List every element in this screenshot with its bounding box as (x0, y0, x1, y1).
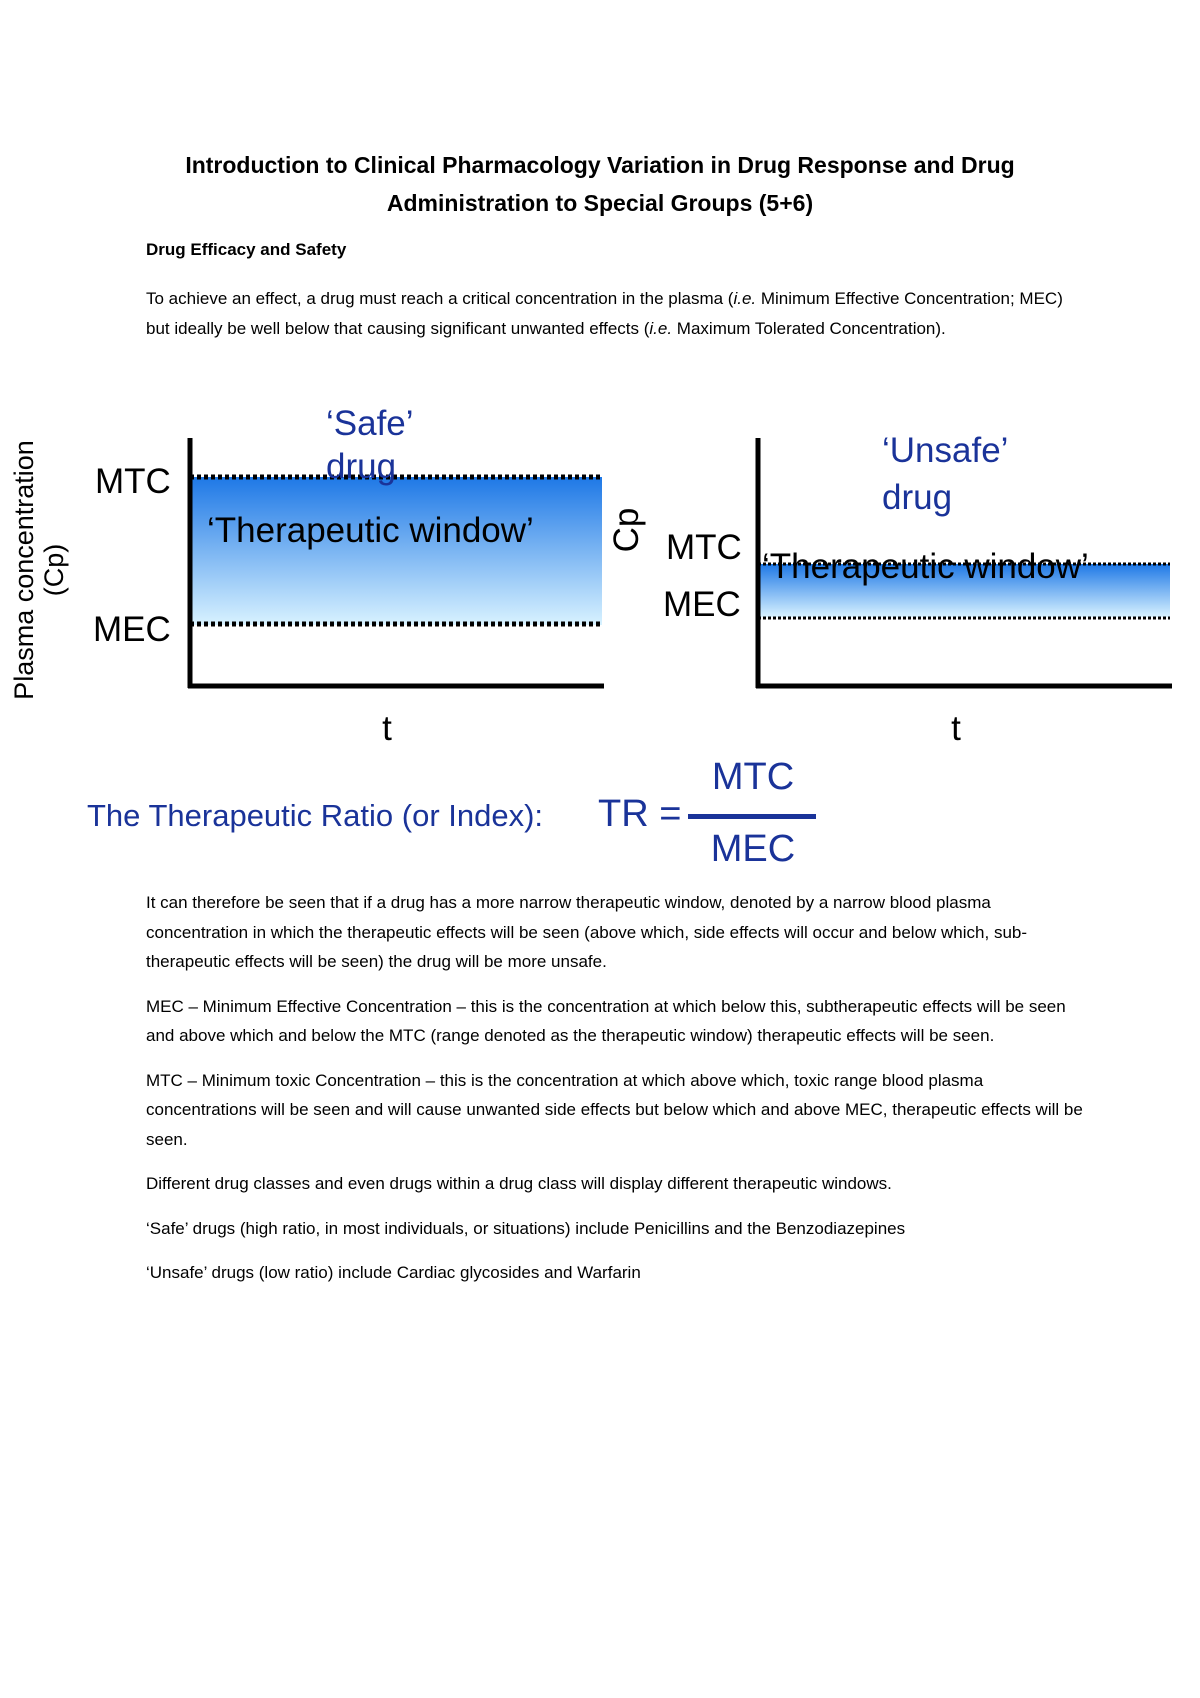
page-title (100, 146, 1100, 222)
unsafe-title-line1: ‘Unsafe’ (882, 431, 1009, 470)
y-axis-label-line1: Plasma concentration (9, 440, 39, 700)
safe-drug-panel (93, 404, 604, 748)
tr-symbol: TR = (598, 793, 682, 835)
paragraph-safe-drugs: ‘Safe’ drugs (high ratio, in most individuals, or situations) include Penicillins and the Benzodiazepines (146, 1218, 906, 1238)
paragraph-unsafe-drugs: ‘Unsafe’ drugs (low ratio) include Cardiac glycosides and Warfarin (146, 1263, 641, 1282)
unsafe-x-label: t (951, 709, 961, 748)
therapeutic-ratio-formula (0, 756, 1200, 880)
y-axis-label-line2: (Cp) (39, 543, 69, 597)
intro-ie-2: i.e. (649, 318, 673, 338)
unsafe-title-line2: drug (882, 478, 953, 517)
tr-numerator: MTC (711, 756, 795, 798)
unsafe-mec-label: MEC (663, 585, 741, 624)
intro-text-3: Maximum Tolerated Concentration). (672, 318, 946, 338)
safe-therapeutic-window (190, 477, 602, 625)
safe-title-line2: drug (326, 447, 397, 486)
unsafe-drug-panel (607, 431, 1172, 748)
safe-window-label: ‘Therapeutic window’ (207, 511, 534, 550)
intro-text-1: To achieve an effect, a drug must reach a critical concentration in the plasma ( (146, 289, 734, 308)
fraction-bar (688, 814, 816, 819)
title-line-1: Introduction to Clinical Pharmacology Variation in Drug Response and Drug (185, 152, 1015, 178)
title-line-2: Administration to Special Groups (5+6) (386, 190, 814, 216)
intro-ie-1: i.e. (733, 289, 757, 308)
paragraph-mec-definition: MEC – Minimum Effective Concentration – this is the concentration at which below this, subtherapeutic effects will be seen and above which and below the MTC (range denoted as the therapeutic window) therapeutic effects will be seen. (146, 996, 1066, 1045)
tr-denominator: MEC (710, 828, 796, 870)
unsafe-mtc-label: MTC (666, 528, 742, 567)
unsafe-window-label: ‘Therapeutic window’ (762, 547, 1089, 586)
therapeutic-ratio-label: The Therapeutic Ratio (or Index): (87, 798, 544, 833)
paragraph-mtc-definition: MTC – Minimum toxic Concentration – this is the concentration at which above which, toxic range blood plasma concentrations will be seen and will cause unwanted side effects but below which and above MEC, therapeutic effects will be seen. (146, 1070, 1083, 1149)
section-heading: Drug Efficacy and Safety (146, 240, 347, 259)
unsafe-y-label: Cp (607, 507, 646, 553)
body-text (146, 888, 1086, 1303)
safe-mtc-label: MTC (95, 462, 171, 501)
safe-x-label: t (382, 709, 392, 748)
safe-mec-label: MEC (93, 610, 171, 649)
intro-text-2: Minimum Effective Concentration; MEC) but ideally be well below that causing significant unwanted effects ( (146, 289, 1063, 338)
therapeutic-window-figure (0, 395, 1200, 770)
safe-title-line1: ‘Safe’ (326, 404, 414, 443)
paragraph-drug-classes: Different drug classes and even drugs within a drug class will display different therapeutic windows. (146, 1174, 892, 1193)
paragraph-narrow-window: It can therefore be seen that if a drug has a more narrow therapeutic window, denoted by a narrow blood plasma concentration in which the therapeutic effects will be seen (above which, side effects will occur and below which, sub-therapeutic effects will be seen) the drug will be more unsafe. (146, 893, 1028, 971)
intro-paragraph (146, 284, 1086, 343)
